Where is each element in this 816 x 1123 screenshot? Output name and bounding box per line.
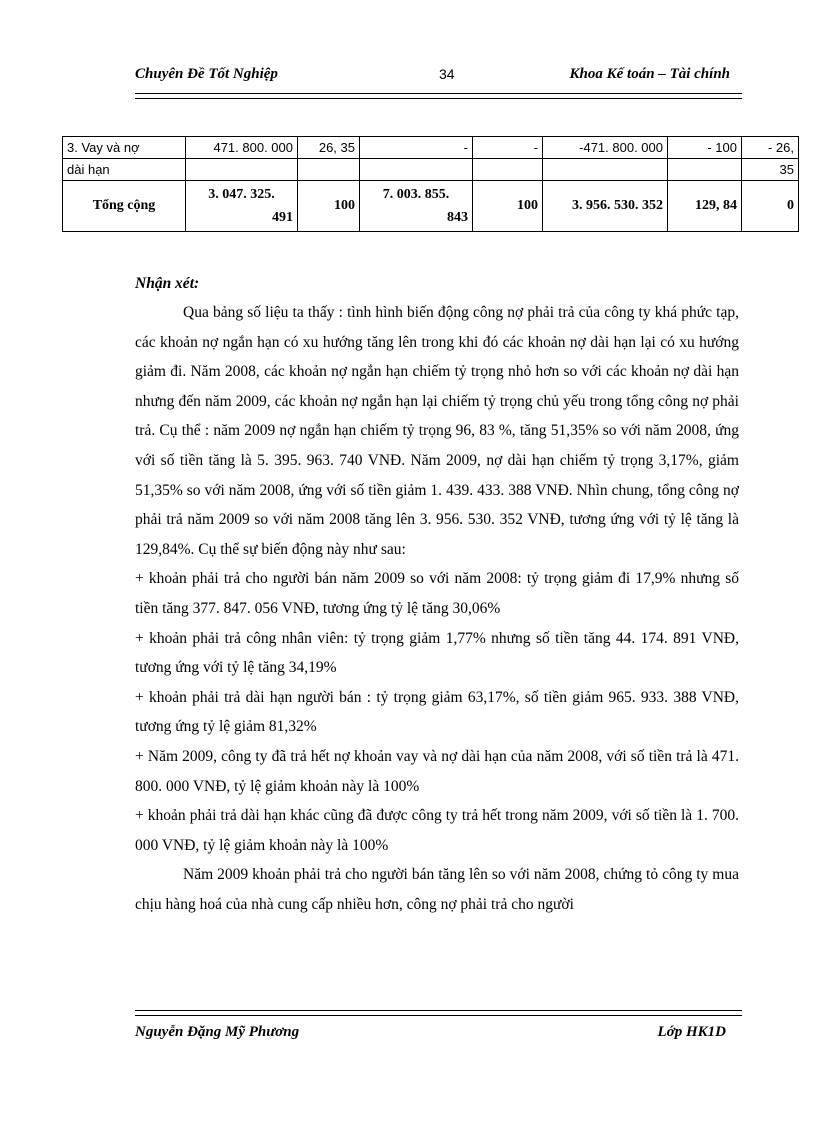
total-change-amount: 3. 956. 530. 352 xyxy=(543,181,668,232)
section-heading: Nhận xét: xyxy=(135,275,200,292)
cell-2008-amount: 471. 800. 000 xyxy=(186,137,298,159)
liabilities-table xyxy=(62,136,799,232)
table-total-row xyxy=(63,181,799,232)
bullet-paragraph: + Năm 2009, công ty đã trả hết nợ khoản vay và nợ dài hạn của năm 2008, với số tiền trả là 471. 800. 000 VNĐ, tỷ lệ giảm khoản này là 100% xyxy=(135,747,739,795)
cell-2009-ratio: - xyxy=(473,137,543,159)
total-2009-amount: 7. 003. 855. 843 xyxy=(360,181,473,232)
body-content xyxy=(135,270,739,919)
page-header xyxy=(135,62,740,86)
total-2009-ratio: 100 xyxy=(473,181,543,232)
footer-author: Nguyễn Đặng Mỹ Phương xyxy=(135,1024,300,1040)
footer-divider xyxy=(135,1010,742,1016)
total-2008-amount: 3. 047. 325. 491 xyxy=(186,181,298,232)
bullet-paragraph: + khoản phải trả cho người bán năm 2009 so với năm 2008: tỷ trọng giảm đi 17,9% nhưng số tiền tăng 377. 847. 056 VNĐ, tương ứng tỷ lệ tăng 30,06% xyxy=(135,570,739,617)
row-label: 3. Vay và nợ xyxy=(63,137,186,159)
total-2008-ratio: 100 xyxy=(298,181,360,232)
page-number: 34 xyxy=(439,66,455,82)
cell-ratio-change: - 26, xyxy=(742,137,799,159)
cell-2009-amount: - xyxy=(360,137,473,159)
cell-2008-ratio: 26, 35 xyxy=(298,137,360,159)
bullet-paragraph: + khoản phải trả công nhân viên: tỷ trọng giảm 1,77% nhưng số tiền tăng 44. 174. 891 VNĐ, tương ứng với tỷ lệ tăng 34,19% xyxy=(135,629,739,677)
header-document-title: Chuyên Đề Tốt Nghiệp xyxy=(135,66,278,82)
bullet-paragraph: + khoản phải trả dài hạn khác cũng đã được công ty trả hết trong năm 2009, với số tiền là 1. 700. 000 VNĐ, tỷ lệ giảm khoản này là 100% xyxy=(135,807,739,854)
total-label: Tổng cộng xyxy=(63,181,186,232)
footer-class: Lớp HK1D xyxy=(657,1024,726,1040)
header-department: Khoa Kế toán – Tài chính xyxy=(569,66,730,82)
page-footer xyxy=(135,1024,740,1048)
total-change-percent: 129, 84 xyxy=(668,181,742,232)
cell-change-percent: - 100 xyxy=(668,137,742,159)
table-row xyxy=(63,159,799,181)
table-row xyxy=(63,137,799,159)
cell-ratio-change-continued: 35 xyxy=(742,159,799,181)
header-divider xyxy=(135,93,742,99)
row-label-continued: dài hạn xyxy=(63,159,186,181)
paragraph: Qua bảng số liệu ta thấy : tình hình biến động công nợ phải trả của công ty khá phức tạp, các khoản nợ ngắn hạn có xu hướng tăng lên trong khi đó các khoản nợ dài hạn lại có xu hướng giảm đi. Năm 2008, các khoản nợ ngắn hạn chiếm tỷ trọng nhỏ hơn so với các khoản nợ dài hạn nhưng đến năm 2009, các khoản nợ ngắn hạn lại chiếm tỷ trọng chủ yếu trong tổng công nợ phải trả. Cụ thể : năm 2009 nợ ngắn hạn chiếm tỷ trọng 96, 83 %, tăng 51,35% so với năm 2008, ứng với số tiền tăng là 5. 395. 963. 740 VNĐ. Năm 2009, nợ dài hạn chiếm tỷ trọng 3,17%, giảm 51,35% so với năm 2008, ứng với số tiền giảm 1. 439. 433. 388 VNĐ. Nhìn chung, tổng công nợ phải trả năm 2009 so với năm 2008 tăng lên 3. 956. 530. 352 VNĐ, tương ứng với tỷ lệ tăng là 129,84%. Cụ thể sự biến động này như sau: xyxy=(135,304,739,558)
total-ratio-change: 0 xyxy=(742,181,799,232)
cell-change-amount: -471. 800. 000 xyxy=(543,137,668,159)
paragraph: Năm 2009 khoản phải trả cho người bán tăng lên so với năm 2008, chứng tỏ công ty mua chịu hàng hoá của nhà cung cấp nhiều hơn, công nợ phải trả cho người xyxy=(135,866,739,913)
bullet-paragraph: + khoản phải trả dài hạn người bán : tỷ trọng giảm 63,17%, số tiền giảm 965. 933. 388 VNĐ, tương ứng tỷ lệ giảm 81,32% xyxy=(135,688,739,736)
